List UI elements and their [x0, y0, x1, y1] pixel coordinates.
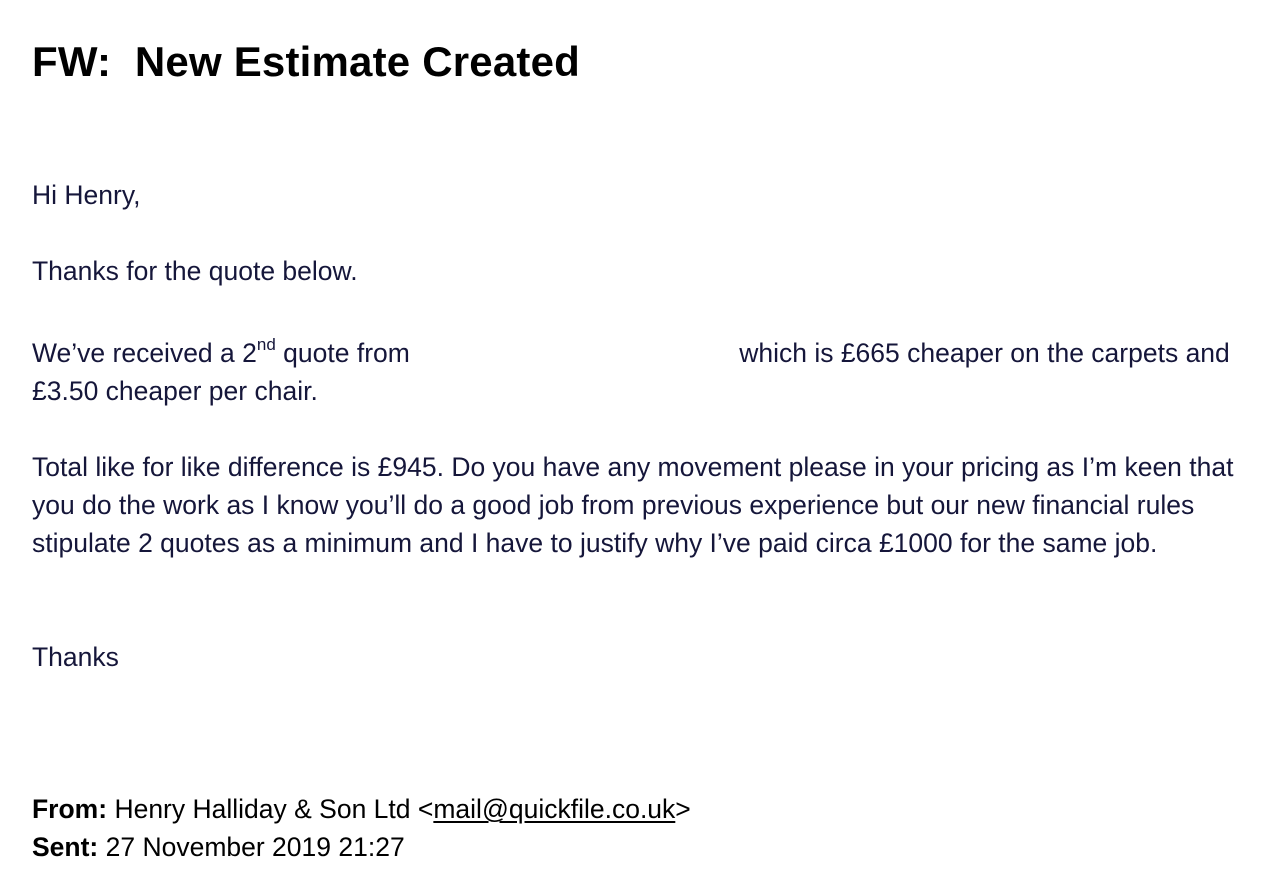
sent-label: Sent:	[32, 832, 99, 862]
second-quote-paragraph	[32, 334, 1242, 410]
redacted-company-name	[417, 342, 739, 366]
quote-text-start: We’ve received a 2	[32, 338, 257, 368]
thanks-for-quote-text: Thanks for the quote below.	[32, 256, 358, 286]
forwarded-sent-line	[32, 828, 405, 866]
email-subject: FW: New Estimate Created	[32, 38, 581, 85]
signoff-text: Thanks	[32, 642, 119, 672]
quote-text-middle: quote from	[275, 338, 418, 368]
from-sender-name: Henry Halliday & Son Ltd <	[107, 794, 434, 824]
from-close-bracket: >	[675, 794, 691, 824]
sent-date-value: 27 November 2019 21:27	[98, 832, 405, 862]
sender-email-link[interactable]: mail@quickfile.co.uk	[433, 794, 676, 824]
price-difference-paragraph: Total like for like difference is £945. Do you have any movement please in your pricing as I’m keen that you do the work as I know you’ll do a good job from previous experience but our new financial rules stipulate 2 quotes as a minimum and I have to justify why I’ve paid circa £1000 for the same job.	[32, 452, 1234, 558]
quote-text-end: which is £665 cheaper on the carpets and £3.50 cheaper per chair.	[32, 338, 1230, 406]
greeting-text: Hi Henry,	[32, 180, 141, 210]
ordinal-suffix: nd	[256, 335, 276, 354]
from-label: From:	[32, 794, 108, 824]
forwarded-from-line	[32, 790, 691, 828]
